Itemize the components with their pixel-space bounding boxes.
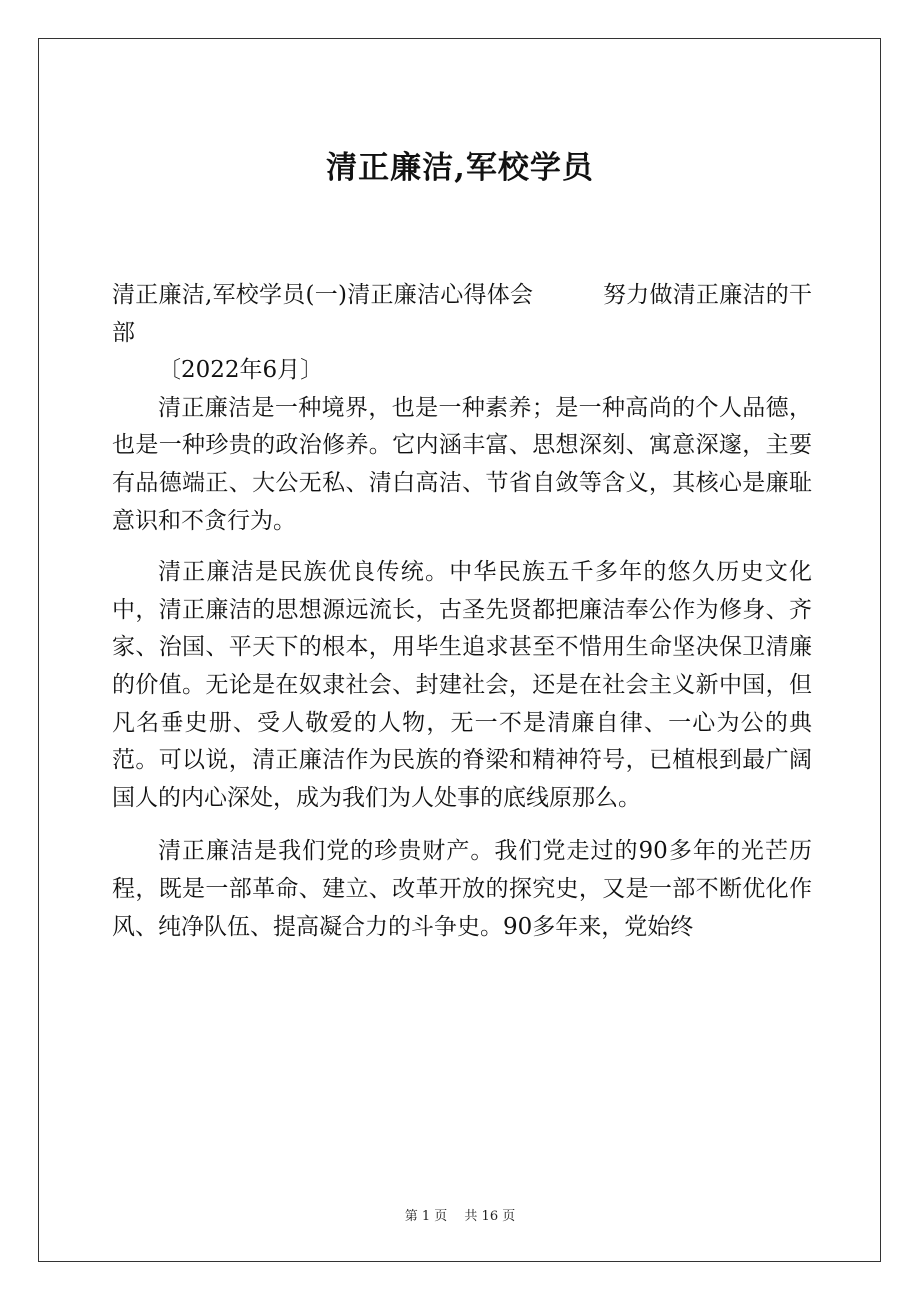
paragraph-2: 清正廉洁是民族优良传统。中华民族五千多年的悠久历史文化中，清正廉洁的思想源远流长，古圣先贤都把廉洁奉公作为修身、齐家、治国、平天下的根本，用毕生追求甚至不惜用生命坚决保卫清廉的价值。无论是在奴隶社会、封建社会，还是在社会主义新中国，但凡名垂史册、受人敬爱的人物，无一不是清廉自律、一心为公的典范。可以说，清正廉洁作为民族的脊梁和精神符号，已植根到最广阔国人的内心深处，成为我们为人处事的底线原那么。 (112, 559, 812, 811)
page-footer: 第 1 页 共 16 页 (404, 1209, 516, 1224)
document-subtitle: 清正廉洁,军校学员(一)清正廉洁心得体会 努力做清正廉洁的干部 (112, 282, 812, 346)
paragraph-1: 清正廉洁是一种境界，也是一种素养；是一种高尚的个人品德，也是一种珍贵的政治修养。它内涵丰富、思想深刻、寓意深邃，主要有品德端正、大公无私、清白高洁、节省自敛等含义，其核心是廉耻意识和不贪行为。 (112, 394, 812, 534)
document-body (112, 277, 812, 946)
date-line: 〔2022年6月〕 (158, 357, 324, 384)
paragraph-3: 清正廉洁是我们党的珍贵财产。我们党走过的90多年的光芒历程，既是一部革命、建立、改革开放的探究史，又是一部不断优化作风、纯净队伍、提高凝合力的斗争史。90多年来，党始终 (112, 838, 812, 940)
document-title: 清正廉洁,军校学员 (326, 150, 594, 186)
